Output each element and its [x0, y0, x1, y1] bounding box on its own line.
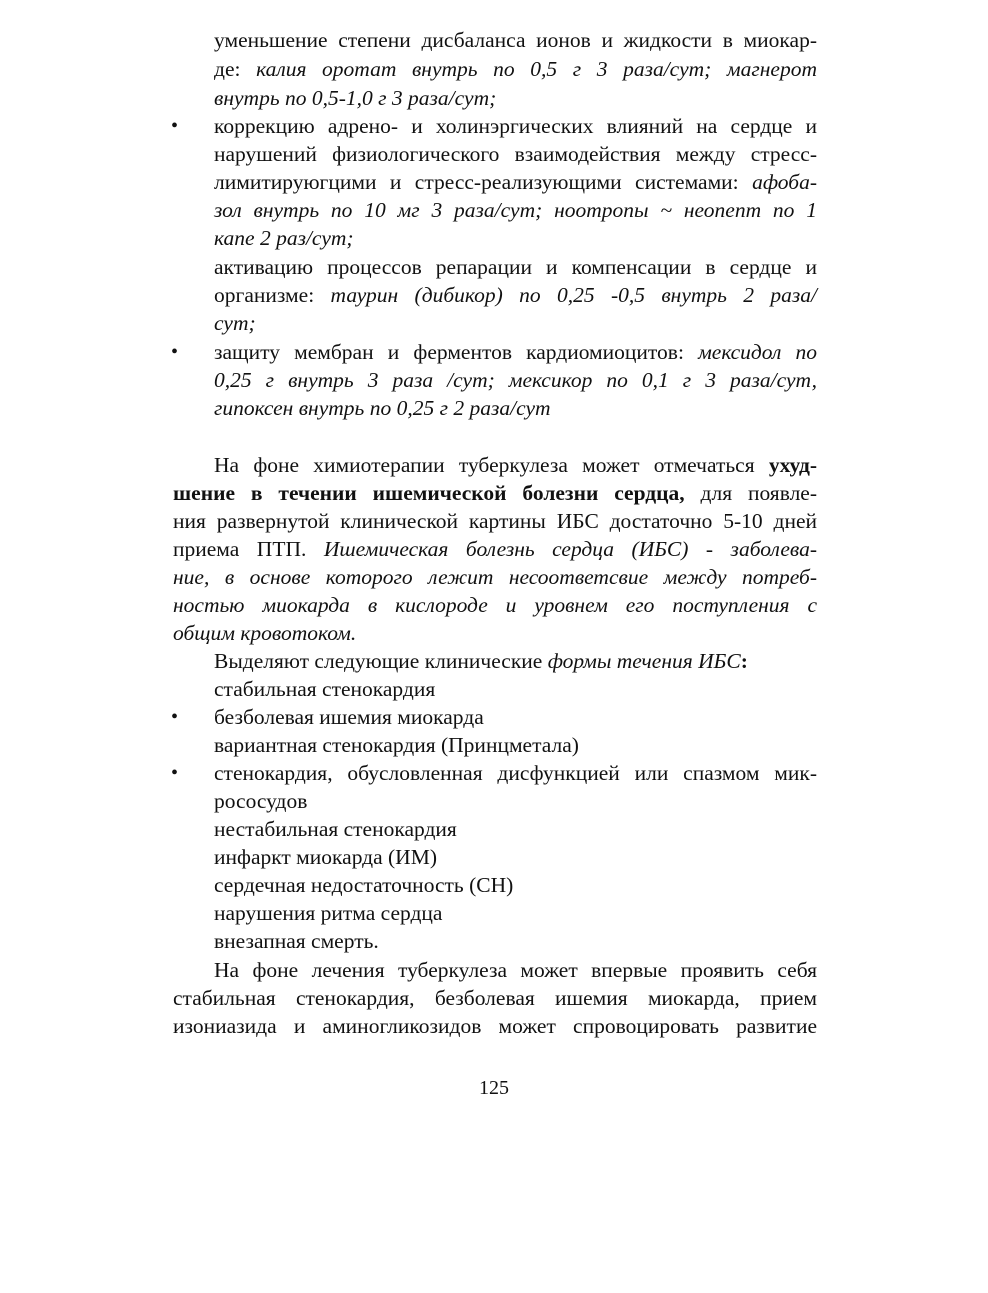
text-line: зол внутрь по 10 мг 3 раза/сут; ноотропы ~ неопепт по 1 [214, 198, 817, 222]
text-line: Выделяют следующие клинические формы течения ИБС: [214, 649, 748, 673]
text-line: внутрь по 0,5-1,0 г 3 раза/сут; [214, 86, 497, 110]
text-line: изониазида и аминогликозидов может спровоцировать развитие [173, 1014, 817, 1038]
list-item: нестабильная стенокардия [214, 817, 457, 841]
text-line: активацию процессов репарации и компенсации в сердце и [214, 255, 817, 279]
text-line: сут; [214, 311, 256, 335]
list-item: вариантная стенокардия (Принцметала) [214, 733, 579, 757]
text-line: нарушений физиологического взаимодействия между стресс- [214, 142, 817, 166]
text-line: капе 2 раз/сут; [214, 226, 354, 250]
bullet-marker: • [171, 706, 179, 728]
text-line: защиту мембран и ферментов кардиомиоцитов: мексидол по [214, 340, 817, 364]
text-line: шение в течении ишемической болезни сердца, для появле- [173, 481, 818, 505]
text-line: общим кровотоком. [173, 621, 357, 645]
text-line: де: калия оротат внутрь по 0,5 г 3 раза/сут; магнерот [214, 57, 817, 81]
text-line: уменьшение степени дисбаланса ионов и жидкости в миокар- [214, 28, 817, 52]
bullet-marker: • [171, 341, 179, 363]
bullet-marker: • [171, 115, 179, 137]
text-line: ние, в основе которого лежит несоответсвие между потреб- [173, 565, 817, 589]
text-line: ния развернутой клинической картины ИБС достаточно 5-10 дней [173, 509, 817, 533]
bullet-marker: • [171, 762, 179, 784]
list-item: рососудов [214, 789, 308, 813]
text-line: 0,25 г внутрь 3 раза /сут; мексикор по 0,1 г 3 раза/сут, [214, 368, 817, 392]
list-item: стенокардия, обусловленная дисфункцией или спазмом мик- [214, 761, 817, 785]
list-item: внезапная смерть. [214, 929, 379, 953]
page-number: 125 [479, 1077, 509, 1099]
text-line: приема ПТП. Ишемическая болезнь сердца (ИБС) - заболева- [173, 537, 817, 561]
list-item: безболевая ишемия миокарда [214, 705, 484, 729]
text-line: лимитируюгцими и стресс-реализующими системами: афоба- [214, 170, 817, 194]
list-item: нарушения ритма сердца [214, 901, 443, 925]
list-item: инфаркт миокарда (ИМ) [214, 845, 437, 869]
text-line: организме: таурин (дибикор) по 0,25 -0,5 внутрь 2 раза/ [214, 283, 817, 307]
text-line: На фоне лечения туберкулеза может впервые проявить себя [214, 958, 817, 982]
text-line: стабильная стенокардия, безболевая ишемия миокарда, прием [173, 986, 817, 1010]
text-line: На фоне химиотерапии туберкулеза может отмечаться ухуд- [214, 453, 817, 477]
text-line: гипоксен внутрь по 0,25 г 2 раза/сут [214, 396, 551, 420]
text-line: коррекцию адрено- и холинэргических влияний на сердце и [214, 114, 817, 138]
list-item: сердечная недостаточность (СН) [214, 873, 514, 897]
text-line: ностью миокарда в кислороде и уровнем его поступления с [173, 593, 817, 617]
list-item: стабильная стенокардия [214, 677, 436, 701]
